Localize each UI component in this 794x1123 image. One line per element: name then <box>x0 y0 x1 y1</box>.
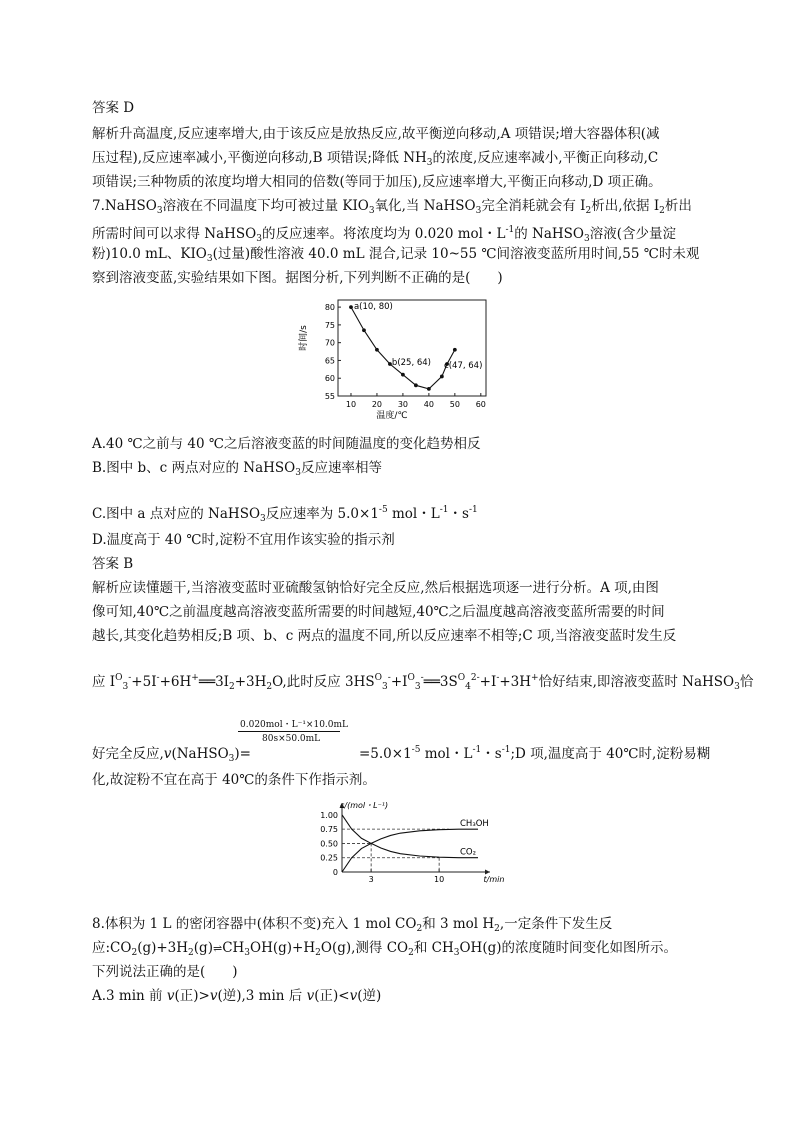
question-7-line: 7.NaHSO$_3$溶液在不同温度下均可被过量 $KIO_3$氧化,当 NaHSO$_3$完全消耗就会有 $I_2$析出,依据 $I_2$析出 <box>92 198 692 216</box>
y-tick-label: 0.25 <box>320 853 338 863</box>
data-line <box>351 307 455 389</box>
question-7-line: 粉)10.0 mL、$KIO_3$(过量)酸性溶液 40.0 mL 混合,记录 10~55 ℃间溶液变蓝所用时间,55 ℃时未观 <box>92 246 700 264</box>
question-8-line: 应$:CO_2(g)+3H_2(g)\rightleftharpoons CH_3OH(g)+H_2O(g)$,测得 $CO_2$和 $CH_3OH(g)$的浓度随时间变化如图所示。 <box>92 940 678 958</box>
series-line <box>342 829 478 872</box>
option-c: C.图中 a 点对应的 NaHSO$_3$反应速率为 $5.0\times 1^{-5}$ mol・$L^{-1}$・$s^{-1}$ <box>92 505 478 524</box>
x-tick-label: 20 <box>371 400 383 409</box>
y-tick-label: 70 <box>324 338 335 348</box>
y-tick-label: 1.00 <box>320 810 338 820</box>
y-tick-label: 55 <box>324 392 335 401</box>
reaction-equation-line: 应 $I^O_3^-+5I^-+6H^+══3I_2+3H_2O$,此时反应 $3HS^O_3^-+I^O_3^-══3S^O_4^{2-}+I^-+3H^+$恰好结束,即溶液变蓝时 NaHSO$_3$恰 <box>92 673 754 692</box>
data-point <box>453 348 457 352</box>
option-a: A.40 ℃之前与 40 ℃之后溶液变蓝的时间随温度的变化趋势相反 <box>92 436 481 452</box>
data-point <box>362 328 366 332</box>
data-point <box>427 387 431 391</box>
explanation-line: 解析升高温度,反应速率增大,由于该反应是放热反应,故平衡逆向移动,A 项错误;增大容器体积(减 <box>92 126 660 142</box>
reversible-arrow: ⇌ <box>212 942 223 955</box>
explanation-line: 像可知,40℃之前温度越高溶液变蓝所需要的时间越短,40℃之后温度越高溶液变蓝所需要的时间 <box>92 604 665 620</box>
y-tick-label: 80 <box>324 303 335 313</box>
point-annotation: b(25, 64) <box>391 358 432 368</box>
y-tick-label: 0 <box>332 868 338 877</box>
question-8-line: 下列说法正确的是( ) <box>92 964 238 980</box>
y-tick-label: 0.50 <box>320 839 338 849</box>
explanation-line: 解析应读懂题干,当溶液变蓝时亚硫酸氢钠恰好完全反应,然后根据选项逐一进行分析。A 项,由图 <box>92 580 659 596</box>
data-point <box>401 373 405 377</box>
x-tick-label: 10 <box>345 400 357 409</box>
data-point <box>414 383 418 387</box>
answer-value: B <box>123 556 134 572</box>
concentration-vs-time-chart <box>310 800 510 906</box>
answer-value: D <box>123 100 135 116</box>
x-axis-label: t/min <box>483 875 505 884</box>
data-point <box>349 305 353 309</box>
y-axis-label: 时间/s <box>299 325 309 351</box>
answer-label: 答案 <box>92 100 119 116</box>
series-label: CO₂ <box>460 847 477 858</box>
explanation-line: 越长,其变化趋势相反;B 项、b、c 两点的温度不同,所以反应速率不相等;C 项,当溶液变蓝时发生反 <box>92 628 677 644</box>
y-tick-label: 0.75 <box>320 825 338 835</box>
point-annotation: a(10, 80) <box>353 302 393 313</box>
fraction-denominator: 80s×50.0mL <box>262 734 321 744</box>
x-axis-label: 温度/℃ <box>376 411 408 421</box>
x-tick-label: 10 <box>434 875 445 884</box>
time-vs-temperature-chart <box>296 292 496 432</box>
fraction-numerator: 0.020mol・L⁻¹×10.0mL <box>240 720 349 730</box>
explanation-line: 项错误;三种物质的浓度均增大相同的倍数(等同于加压),反应速率增大,平衡正向移动,D 项正确。 <box>92 174 662 190</box>
answer-label: 答案 <box>92 556 119 572</box>
x-axis-arrow <box>485 870 490 875</box>
y-tick-label: 75 <box>324 320 335 330</box>
question-7-line: 所需时间可以求得 NaHSO$_3$的反应速率。将浓度均为 0.020 mol・$L^{-1}$的 NaHSO$_3$溶液(含少量淀 <box>92 225 676 244</box>
explanation-line: 压过程),反应速率减小,平衡逆向移动,B 项错误;降低 $NH_3$的浓度,反应速率减小,平衡正向移动,C <box>92 150 659 168</box>
series-line <box>342 815 478 858</box>
y-tick-label: 65 <box>324 356 335 366</box>
question-8-line: 8.体积为 1 L 的密闭容器中(体积不变)充入 1 mol $CO_2$和 3 mol $H_2$,一定条件下发生反 <box>92 916 613 934</box>
data-point <box>375 348 379 352</box>
x-tick-label: 60 <box>475 400 486 409</box>
explanation-line: 化,故淀粉不宜在高于 40℃的条件下作指示剂。 <box>92 772 376 788</box>
q8-option-a: A.3 min 前 v(正)>v(逆),3 min 后 v(正)<v(逆) <box>92 988 382 1004</box>
answer-line <box>92 98 134 118</box>
x-tick-label: 40 <box>423 400 434 409</box>
option-d: D.温度高于 40 ℃时,淀粉不宜用作该实验的指示剂 <box>92 532 395 548</box>
point-annotation: c(47, 64) <box>444 361 483 371</box>
question-7-line: 察到溶液变蓝,实验结果如下图。据图分析,下列判断不正确的是( ) <box>92 270 503 286</box>
series-label: CH₃OH <box>460 819 489 830</box>
x-tick-label: 50 <box>449 400 460 409</box>
rate-calculation-line: 好完全反应,v(NaHSO$_3$)= $=5.0\times 1^{-5}$ mol・$L^{-1}$・$s^{-1};D$ 项,温度高于 40℃时,淀粉易糊 <box>92 745 711 764</box>
data-point <box>440 375 444 379</box>
equal-arrow: ══ <box>198 674 216 690</box>
y-tick-label: 60 <box>324 374 335 384</box>
x-tick-label: 30 <box>397 400 409 409</box>
y-axis-label: c/(mol・L⁻¹) <box>340 801 389 810</box>
x-tick-label: 3 <box>368 875 374 884</box>
answer-line <box>92 554 133 574</box>
option-b: B.图中 b、c 两点对应的 NaHSO$_3$反应速率相等 <box>92 460 382 478</box>
fraction-bar <box>238 731 340 732</box>
